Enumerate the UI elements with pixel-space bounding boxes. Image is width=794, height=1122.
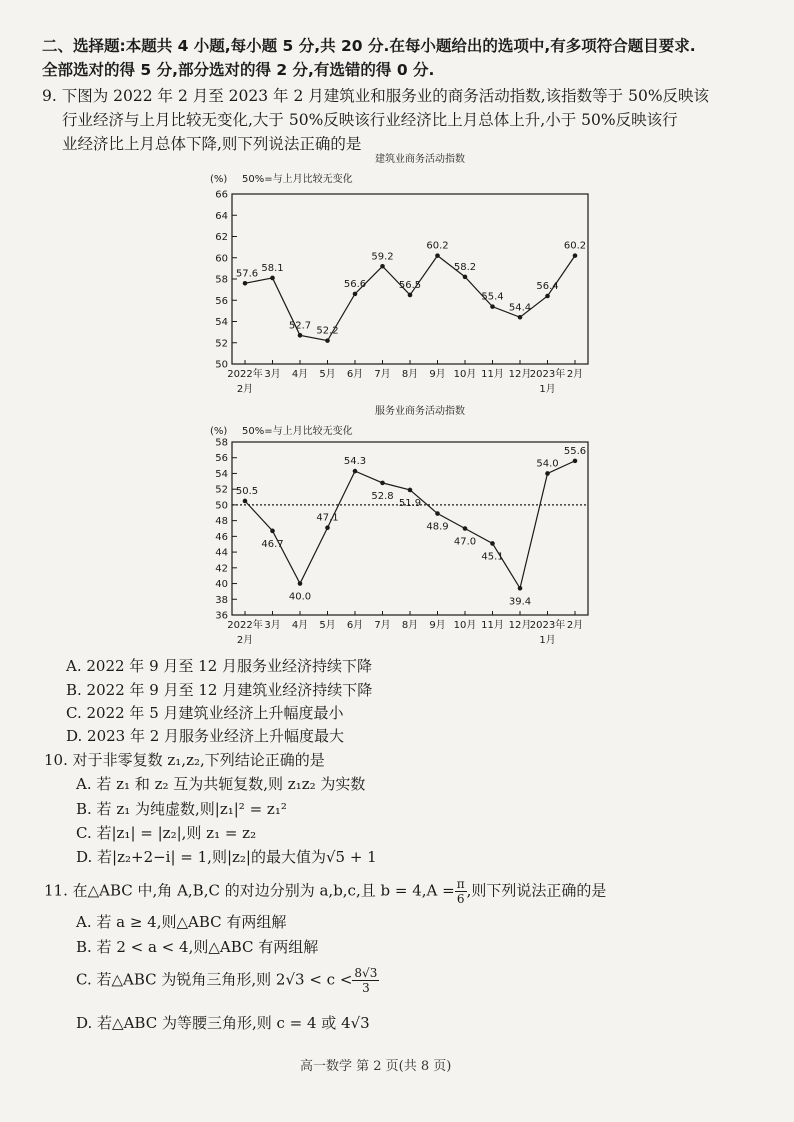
- chart1-point: [573, 253, 578, 258]
- chart2-xtick-label: 3月: [264, 620, 281, 631]
- chart2-ytick-label: 46: [215, 531, 228, 543]
- chart2-xtick-sublabel: 1月: [539, 635, 556, 646]
- chart1-point: [270, 276, 275, 281]
- q9-stem-line3: 业经济比上月总体下降,则下列说法正确的是: [62, 135, 362, 153]
- chart2-ytick-label: 52: [215, 484, 228, 496]
- chart1-xtick-sublabel: 1月: [539, 384, 556, 395]
- chart2-point: [353, 469, 358, 474]
- chart2-xtick-label: 8月: [401, 620, 419, 631]
- chart1-ytick-label: 66: [215, 189, 228, 201]
- chart1-xtick-label: 2月: [566, 369, 584, 380]
- chart2-ytick-label: 42: [215, 563, 228, 575]
- q9-option-c: C. 2022 年 5 月建筑业经济上升幅度最小: [66, 704, 344, 722]
- chart1-ytick-label: 56: [215, 295, 228, 307]
- chart2-unit: (%): [210, 426, 228, 437]
- q11-option-c-fraction: [352, 966, 379, 995]
- chart1-xtick-label: 7月: [374, 369, 391, 380]
- chart1-data-label: 60.2: [563, 240, 587, 252]
- chart2-xtick-sublabel: 2月: [236, 635, 254, 646]
- chart2-xtick-label: 6月: [346, 620, 364, 631]
- chart1-xtick-label: 4月: [291, 369, 309, 380]
- chart1-xtick-sublabel: 2月: [236, 384, 254, 395]
- chart1-data-label: 58.2: [453, 261, 477, 273]
- chart2-point: [490, 541, 495, 546]
- q11-option-a: A. 若 a ≥ 4,则△ABC 有两组解: [76, 913, 287, 931]
- q10-option-b: B. 若 z₁ 为纯虚数,则|z₁|² = z₁²: [76, 800, 287, 818]
- chart1-xtick-label: 12月: [508, 369, 532, 380]
- chart2-data-label: 54.0: [536, 458, 559, 470]
- chart1-xtick-label: 11月: [481, 369, 504, 380]
- q10-option-d: D. 若|z₂+2−i| = 1,则|z₂|的最大值为√5 + 1: [76, 848, 377, 866]
- construction-index-chart: [200, 150, 600, 402]
- chart1-data-label: 55.4: [481, 291, 504, 303]
- chart2-ytick-label: 36: [215, 610, 228, 622]
- chart2-xtick-label: 7月: [374, 620, 391, 631]
- chart1-data-label: 52.7: [288, 320, 312, 332]
- chart2-ytick-label: 40: [215, 579, 228, 591]
- q11-option-c-fraction-den: 3: [362, 981, 370, 995]
- q9-stem-line2: 行业经济与上月比较无变化,大于 50%反映该行业经济比上月总体上升,小于 50%反映该行: [62, 111, 678, 129]
- chart1-point: [463, 275, 468, 280]
- q11-option-d: D. 若△ABC 为等腰三角形,则 c = 4 或 4√3: [76, 1014, 370, 1032]
- chart2-title: 服务业商务活动指数: [375, 406, 465, 417]
- chart1-ytick-label: 64: [215, 210, 228, 222]
- chart1-title: 建筑业商务活动指数: [375, 154, 465, 165]
- chart2-data-label: 40.0: [288, 591, 312, 603]
- chart1-point: [518, 315, 523, 320]
- chart1-unit: (%): [210, 174, 228, 185]
- chart1-xtick-label: 10月: [453, 369, 477, 380]
- chart2-xtick-label: 10月: [453, 620, 477, 631]
- q11-stem: [44, 877, 606, 906]
- section-heading-line1: 二、选择题:本题共 4 小题,每小题 5 分,共 20 分.在每小题给出的选项中,有多项符合题目要求.: [42, 37, 696, 55]
- chart1-point: [353, 292, 358, 297]
- chart1-xtick-label: 6月: [346, 369, 364, 380]
- chart2-ytick-label: 48: [215, 516, 228, 528]
- chart1-data-label: 58.1: [261, 262, 284, 274]
- chart2-series-line: [245, 461, 575, 588]
- chart2-xtick-label: 2023年: [529, 620, 566, 631]
- chart1-point: [298, 333, 303, 338]
- q11-option-c-fraction-num: 8√3: [354, 966, 378, 980]
- q9-option-b: B. 2022 年 9 月至 12 月建筑业经济持续下降: [66, 681, 373, 699]
- chart2-point: [408, 488, 413, 493]
- chart1-data-label: 56.5: [398, 279, 422, 291]
- chart2-xtick-label: 5月: [319, 620, 336, 631]
- chart2-data-label: 47.1: [316, 512, 339, 524]
- page-footer: 高一数学 第 2 页(共 8 页): [300, 1059, 452, 1074]
- q11-stem-part1: 11. 在△ABC 中,角 A,B,C 的对边分别为 a,b,c,且 b = 4,A =: [44, 881, 455, 900]
- chart2-point: [545, 471, 550, 476]
- chart2-xtick-label: 2022年: [227, 620, 263, 631]
- q11-option-b: B. 若 2 < a < 4,则△ABC 有两组解: [76, 938, 319, 956]
- chart1-ytick-label: 58: [215, 274, 228, 286]
- chart1-ytick-label: 50: [215, 359, 228, 371]
- chart2-data-label: 54.3: [343, 456, 367, 468]
- chart2-point: [573, 459, 578, 464]
- chart2-ytick-label: 56: [215, 453, 228, 465]
- q10-option-c: C. 若|z₁| = |z₂|,则 z₁ = z₂: [76, 824, 257, 842]
- chart1-data-label: 56.4: [536, 281, 559, 292]
- chart2-point: [325, 525, 330, 530]
- chart2-point: [243, 499, 248, 504]
- chart2-point: [380, 481, 385, 486]
- chart2-point: [270, 529, 275, 534]
- chart2-point: [435, 511, 440, 516]
- q10-option-a: A. 若 z₁ 和 z₂ 互为共轭复数,则 z₁z₂ 为实数: [76, 775, 366, 793]
- chart1-point: [380, 264, 385, 269]
- chart1-ytick-label: 62: [215, 232, 228, 243]
- chart1-point: [243, 281, 248, 286]
- chart2-data-label: 52.8: [371, 490, 394, 502]
- chart1-point: [545, 294, 550, 299]
- chart2-note: 50%=与上月比较无变化: [242, 426, 353, 437]
- chart2-ytick-label: 44: [215, 547, 228, 559]
- q9-option-a: A. 2022 年 9 月至 12 月服务业经济持续下降: [66, 657, 373, 675]
- chart2-data-label: 50.5: [235, 485, 259, 497]
- chart1-data-label: 60.2: [426, 240, 449, 252]
- chart2-point: [463, 526, 468, 531]
- q11-fraction-num: π: [456, 877, 465, 891]
- chart2-data-label: 39.4: [508, 596, 532, 608]
- chart1-data-label: 52.2: [316, 325, 339, 337]
- chart2-data-label: 47.0: [453, 536, 477, 548]
- chart2-data-label: 48.9: [426, 521, 449, 533]
- q11-fraction: [455, 877, 467, 906]
- chart1-data-label: 54.4: [508, 302, 532, 314]
- chart1-xtick-label: 2022年: [227, 369, 263, 380]
- chart2-point: [518, 586, 523, 591]
- chart1-xtick-label: 8月: [401, 369, 419, 380]
- chart2-data-label: 45.1: [481, 551, 504, 563]
- chart2-xtick-label: 11月: [481, 620, 504, 631]
- chart2-xtick-label: 4月: [291, 620, 309, 631]
- section-heading-line2: 全部选对的得 5 分,部分选对的得 2 分,有选错的得 0 分.: [42, 61, 435, 79]
- q9-stem-line1: 9. 下图为 2022 年 2 月至 2023 年 2 月建筑业和服务业的商务活动指数,该指数等于 50%反映该: [42, 87, 710, 105]
- q9-option-d: D. 2023 年 2 月服务业经济上升幅度最大: [66, 727, 345, 745]
- chart1-xtick-label: 5月: [319, 369, 336, 380]
- q10-stem: 10. 对于非零复数 z₁,z₂,下列结论正确的是: [44, 751, 325, 769]
- chart2-data-label: 55.6: [563, 445, 587, 457]
- chart1-ytick-label: 54: [215, 317, 228, 328]
- chart1-xtick-label: 3月: [264, 369, 281, 380]
- chart2-point: [298, 581, 303, 586]
- chart1-note: 50%=与上月比较无变化: [242, 174, 353, 185]
- chart2-ytick-label: 58: [215, 437, 228, 449]
- chart2-ytick-label: 54: [215, 468, 228, 480]
- chart2-data-label: 46.7: [261, 538, 284, 550]
- q11-option-c: [76, 966, 379, 995]
- chart1-data-label: 59.2: [371, 251, 394, 263]
- chart1-ytick-label: 60: [215, 253, 228, 265]
- chart1-point: [490, 304, 495, 309]
- q11-option-c-text: C. 若△ABC 为锐角三角形,则 2√3 < c <: [76, 970, 353, 989]
- q11-fraction-den: 6: [456, 892, 465, 906]
- chart1-point: [435, 253, 440, 258]
- chart1-point: [325, 338, 330, 343]
- chart2-data-label: 51.9: [398, 497, 422, 509]
- chart1-ytick-label: 52: [215, 338, 228, 350]
- q11-stem-part2: ,则下列说法正确的是: [466, 881, 607, 900]
- chart1-point: [408, 293, 413, 298]
- chart2-xtick-label: 2月: [566, 620, 584, 631]
- chart2-ytick-label: 50: [215, 500, 228, 512]
- chart2-xtick-label: 9月: [429, 620, 446, 631]
- chart1-data-label: 57.6: [235, 268, 259, 280]
- services-index-chart: [200, 402, 600, 652]
- chart1-data-label: 56.6: [343, 278, 367, 290]
- chart2-xtick-label: 12月: [508, 620, 532, 631]
- chart1-xtick-label: 9月: [429, 369, 446, 380]
- chart2-ytick-label: 38: [215, 594, 228, 606]
- chart1-xtick-label: 2023年: [529, 369, 566, 380]
